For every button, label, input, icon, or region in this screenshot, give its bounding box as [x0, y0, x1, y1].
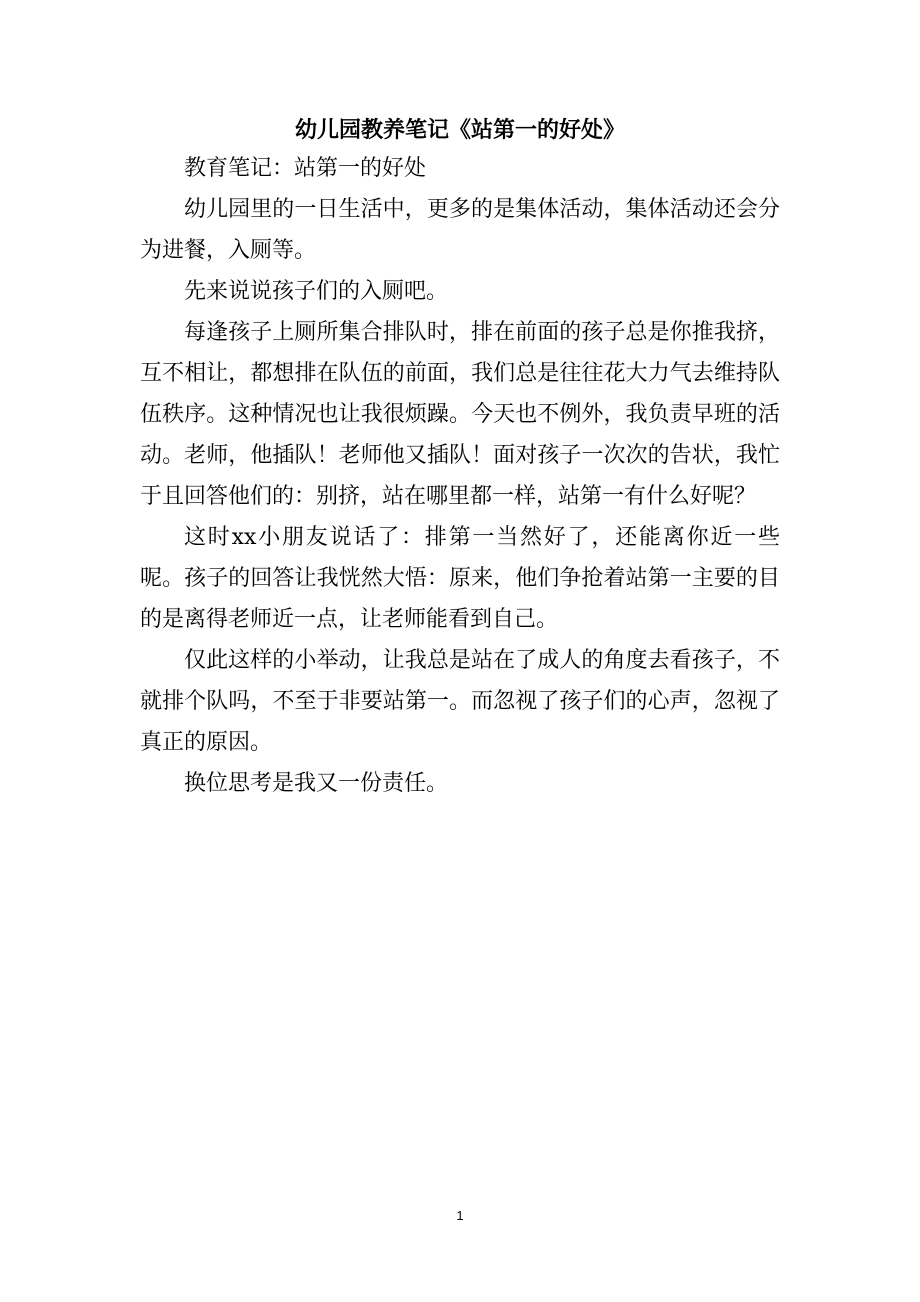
document-body [140, 148, 780, 804]
paragraph-story: 每逢孩子上厕所集合排队时，排在前面的孩子总是你推我挤，互不相让，都想排在队伍的前面，我们总是往往花大力气去维持队伍秩序。这种情况也让我很烦躁。今天也不例外，我负责早班的活动。老师，他插队！老师他又插队！面对孩子一次次的告状，我忙于且回答他们的：别挤，站在哪里都一样，站第一有什么好呢？ [140, 320, 780, 509]
page-number: 1 [456, 1208, 464, 1223]
paragraph-intro: 幼儿园里的一日生活中，更多的是集体活动，集体活动还会分为进餐，入厕等。 [140, 197, 780, 263]
paragraph-topic: 先来说说孩子们的入厕吧。 [184, 279, 449, 304]
document-title: 幼儿园教养笔记《站第一的好处》 [294, 117, 625, 143]
paragraph-conclusion: 换位思考是我又一份责任。 [184, 771, 449, 796]
paragraph-reflection: 仅此这样的小举动，让我总是站在了成人的角度去看孩子，不就排个队吗，不至于非要站第一。而忽视了孩子们的心声，忽视了真正的原因。 [140, 648, 780, 755]
paragraph-child-answer: 这时xx小朋友说话了：排第一当然好了，还能离你近一些呢。孩子的回答让我恍然大悟：原来，他们争抢着站第一主要的目的是离得老师近一点，让老师能看到自己。 [140, 525, 780, 632]
paragraph-subtitle: 教育笔记：站第一的好处 [184, 156, 427, 181]
